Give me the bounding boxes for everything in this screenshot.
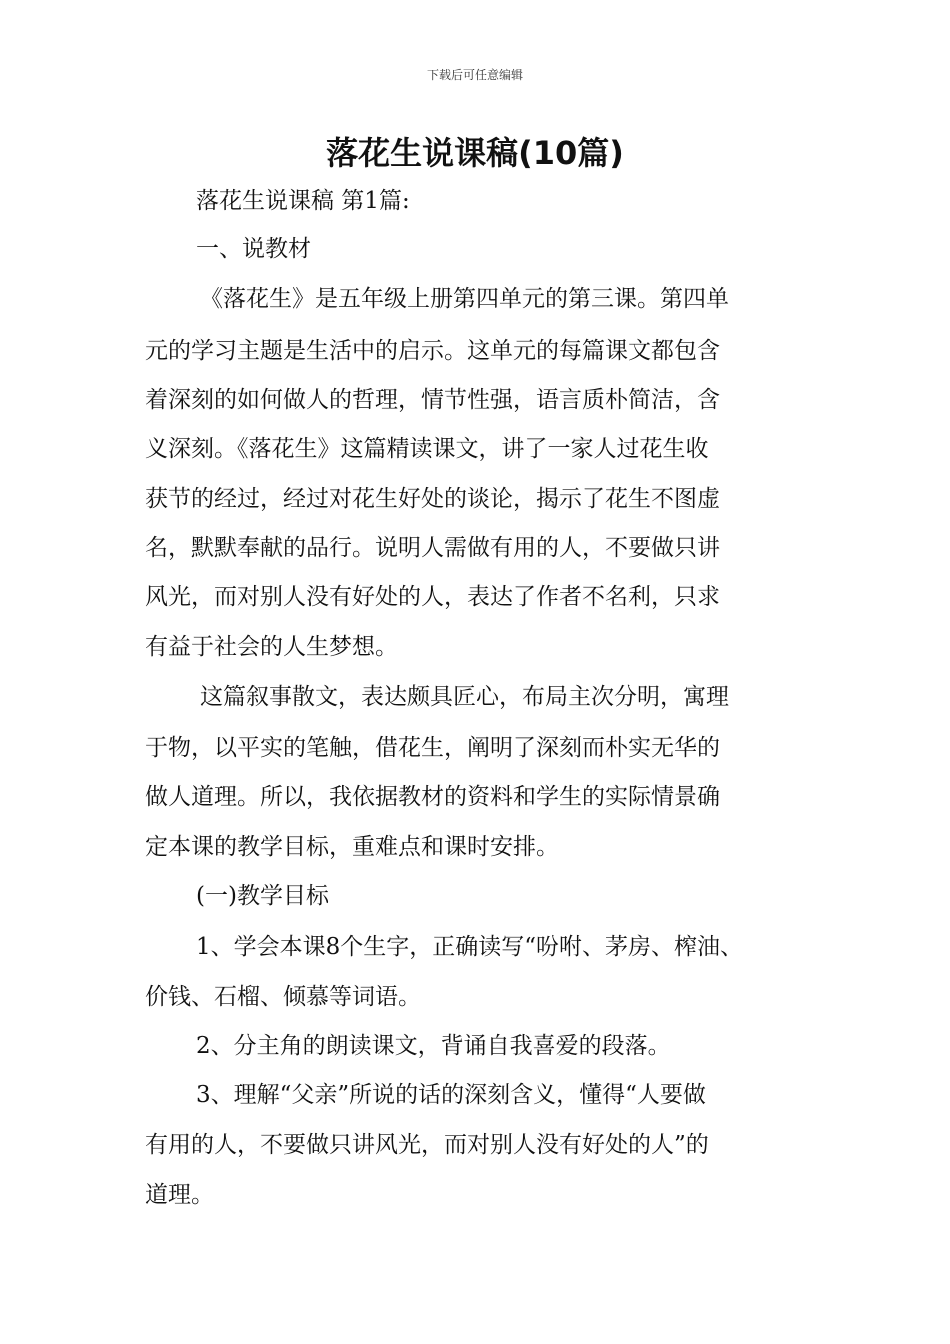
paragraph-line: 有用的人，不要做只讲风光，而对别人没有好处的人”的 xyxy=(145,1132,709,1158)
paragraph-line: 义深刻。《落花生》这篇精读课文，讲了一家人过花生收 xyxy=(145,436,709,462)
paragraph-line: 1、学会本课8个生字，正确读写“吩咐、茅房、榨油、 xyxy=(196,934,744,960)
document-subtitle: 落花生说课稿 第1篇: xyxy=(196,188,410,214)
goal-item-2: 2、分主角的朗读课文，背诵自我喜爱的段落。 xyxy=(196,1033,671,1059)
paragraph-line: 风光，而对别人没有好处的人，表达了作者不名利，只求 xyxy=(145,584,720,610)
paragraph-line: 这篇叙事散文，表达颇具匠心，布局主次分明，寓理 xyxy=(200,684,729,710)
subsection-heading: (一)教学目标 xyxy=(196,883,329,909)
paragraph-line: 定本课的教学目标，重难点和课时安排。 xyxy=(145,834,559,860)
paragraph-line: 着深刻的如何做人的哲理，情节性强，语言质朴简洁，含 xyxy=(145,387,720,413)
paragraph-line: 于物，以平实的笔触，借花生，阐明了深刻而朴实无华的 xyxy=(145,735,720,761)
paragraph-line: 做人道理。所以，我依据教材的资料和学生的实际情景确 xyxy=(145,784,720,810)
paragraph-line: 获节的经过，经过对花生好处的谈论，揭示了花生不图虚 xyxy=(145,486,720,512)
paragraph-line: 《落花生》是五年级上册第四单元的第三课。第四单 xyxy=(200,286,729,312)
paragraph-line: 道理。 xyxy=(145,1182,214,1208)
paragraph-line: 价钱、石榴、倾慕等词语。 xyxy=(145,984,421,1010)
section-heading: 一、说教材 xyxy=(196,236,311,262)
paragraph-line: 3、理解“父亲”所说的话的深刻含义，懂得“人要做 xyxy=(196,1082,706,1108)
paragraph-line: 元的学习主题是生活中的启示。这单元的每篇课文都包含 xyxy=(145,338,720,364)
header-note: 下载后可任意编辑 xyxy=(426,68,523,82)
document-title: 落花生说课稿(10篇) xyxy=(326,134,624,172)
paragraph-line: 有益于社会的人生梦想。 xyxy=(145,634,398,660)
paragraph-line: 名，默默奉献的品行。说明人需做有用的人，不要做只讲 xyxy=(145,535,720,561)
